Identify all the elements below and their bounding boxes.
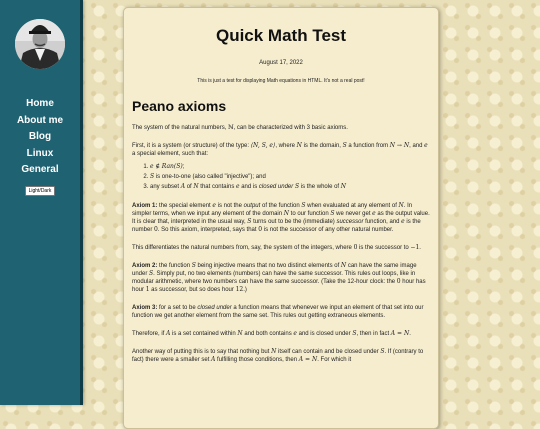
paragraph-structure: First, it is a system (or structure) of the type: ⟨N, S, e⟩, where N is the domain, S a function from N → N, and e a special element, such that:: [132, 142, 428, 157]
main-nav: [0, 96, 80, 197]
nav-blog[interactable]: Blog: [28, 131, 52, 142]
nav-home[interactable]: Home: [26, 98, 54, 109]
list-item: 1. e ∉ Ran(S);: [150, 162, 430, 172]
section-title: Peano axioms: [132, 98, 227, 114]
paragraph-integers: This differentiates the natural numbers from, say, the system of the integers, where 0 is the successor to −1.: [132, 244, 421, 251]
paragraph-restatement: Another way of putting this is to say that nothing but N itself can contain and be closed under S. If (contrary to fact) there were a smaller set A fulfilling those conditions, then A = N. For which it: [132, 348, 424, 363]
paragraph-closure: Therefore, if A is a set contained within N and both contains e and is closed under S, then in fact A = N.: [132, 330, 411, 337]
avatar[interactable]: [15, 19, 65, 69]
paragraph-axiom-2: Axiom 2: the function S being injective means that no two distinct elements of N can have the same image under S. Simply put, no two elements (numbers) can have the same successor. This rules out loops, like in modular arithmetic, where two numbers can have the same successor. (Take the 12-hour clock: the 0 hour has hour 1 as successor, but so does hour 12.): [132, 262, 426, 293]
paragraph-intro: The system of the natural numbers, ℕ, can be characterized with 3 basic axioms.: [132, 124, 348, 131]
paragraph-axiom-1: Axiom 1: the special element e is not the output of the function S when evaluated at any element of N. In simpler terms, when we input any element of the domain N to our function S we never get e as the output value. It is clear that, interpreted in the usual way, S turns out to be the (immediate) successor function, and e is the number 0. So this axiom, interpreted, says that 0 is not the successor of any other natural number.: [132, 202, 430, 233]
nav-about-me[interactable]: About me: [16, 114, 64, 126]
list-item: 3. any subset A of N that contains e and is closed under S is the whole of N: [150, 182, 430, 192]
nav-linux[interactable]: Linux: [26, 147, 54, 159]
portrait-image: [15, 19, 65, 69]
post-date: August 17, 2022: [259, 60, 303, 66]
post-title: Quick Math Test: [215, 26, 347, 45]
axiom-list: [132, 162, 430, 192]
post-card: [123, 7, 439, 429]
nav-general[interactable]: General: [21, 164, 59, 175]
paragraph-axiom-3: Axiom 3: for a set to be closed under a function means that whenever we input an element of that set into our function we get another element from the same set. This rules out getting extraneous elements.: [132, 305, 424, 319]
theme-toggle-button[interactable]: Light/Dark: [25, 186, 56, 196]
list-item: 2. S is one-to-one (also called "injective"); and: [150, 172, 430, 182]
post-intro: This is just a test for displaying Math equations in HTML. It's not a real post!: [197, 78, 365, 84]
sidebar: [0, 0, 83, 405]
